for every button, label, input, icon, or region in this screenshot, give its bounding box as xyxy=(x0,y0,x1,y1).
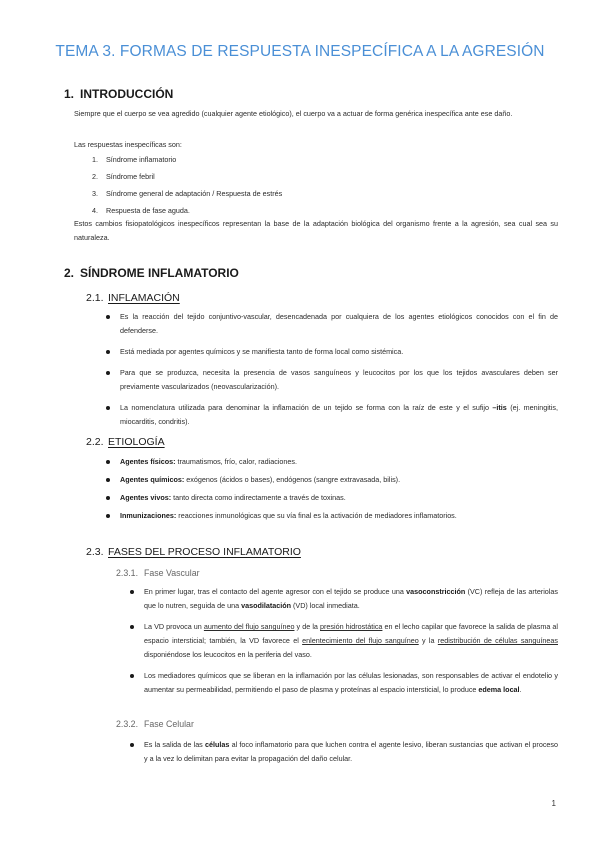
list-item: Está mediada por agentes químicos y se manifiesta tanto de forma local como sistémica. xyxy=(104,345,558,359)
subsection-2-1-heading: 2.1. INFLAMACIÓN xyxy=(86,292,180,304)
list-item: Inmunizaciones: reacciones inmunológicas que su vía final es la activación de mediadores inflamatorios. xyxy=(104,509,558,523)
list-item: Agentes químicos: exógenos (ácidos o bases), endógenos (sangre extravasada, bilis). xyxy=(104,473,558,487)
list-item: 1. Síndrome inflamatorio xyxy=(92,155,177,164)
subsection-2-2-heading: 2.2. ETIOLOGÍA xyxy=(86,436,165,448)
document-title: TEMA 3. FORMAS DE RESPUESTA INESPECÍFICA A LA AGRESIÓN xyxy=(55,43,545,60)
section-number: 2. xyxy=(64,266,75,280)
subsection-2-3-2-heading: 2.3.2. Fase Celular xyxy=(116,719,194,729)
section-title: SÍNDROME INFLAMATORIO xyxy=(80,266,239,280)
list-item: Es la reacción del tejido conjuntivo-vascular, desencadenada por cualquiera de los agentes etiológicos conocidos con el fin de defenderse. xyxy=(104,310,558,338)
intro-paragraph-2: Las respuestas inespecíficas son: xyxy=(74,140,182,149)
list-item: Es la salida de las células al foco inflamatorio para que luchen contra el agente lesivo, liberan sustancias que activan el proceso y a la vez lo delimitan para evitar la propagación del daño celular. xyxy=(128,738,558,766)
list-item: La VD provoca un aumento del flujo sanguíneo y de la presión hidrostática en el lecho capilar que favorece la salida de plasma al espacio intersticial; también, la VD favorece el enlentecimiento del flujo sanguíneo y la redistribución de células sanguíneas disponiéndose los leucocitos en la periferia del vaso. xyxy=(128,620,558,662)
fase-vascular-bullets xyxy=(128,585,558,704)
etiologia-bullets xyxy=(104,455,558,527)
list-item: Para que se produzca, necesita la presencia de vasos sanguíneos y leucocitos por los que los tejidos avasculares deben ser previamente vascularizados (neovascularización). xyxy=(104,366,558,394)
list-item: Los mediadores químicos que se liberan en la inflamación por las células lesionadas, son responsables de activar el endotelio y aumentar su permeabilidad, permitiendo el paso de plasma y proteínas al espacio intersticial, lo produce edema local. xyxy=(128,669,558,697)
fase-celular-bullets xyxy=(128,738,558,773)
responses-list xyxy=(74,153,282,221)
intro-paragraph-3: Estos cambios fisiopatológicos inespecíficos representan la base de la adaptación biológica del organismo frente a la agresión, sea cual sea su naturaleza. xyxy=(74,219,558,242)
intro-paragraph-1: Siempre que el cuerpo se vea agredido (cualquier agente etiológico), el cuerpo va a actuar de forma genérica inespecífica ante ese daño. xyxy=(74,109,513,118)
section-number: 1. xyxy=(64,87,75,101)
section-1-heading xyxy=(64,87,173,101)
list-item: Agentes físicos: traumatismos, frío, calor, radiaciones. xyxy=(104,455,558,469)
list-item: La nomenclatura utilizada para denominar la inflamación de un tejido se forma con la raíz de este y el sufijo –itis (ej. meningitis, miocarditis, condritis). xyxy=(104,401,558,429)
list-item: Agentes vivos: tanto directa como indirectamente a través de toxinas. xyxy=(104,491,558,505)
inflamacion-bullets xyxy=(104,310,558,436)
subsection-2-3-1-heading: 2.3.1. Fase Vascular xyxy=(116,568,200,578)
list-item: En primer lugar, tras el contacto del agente agresor con el tejido se produce una vasoconstricción (VC) refleja de las arteriolas que lo nutren, seguida de una vasodilatación (VD) local inmediata. xyxy=(128,585,558,613)
section-title: INTRODUCCIÓN xyxy=(80,87,174,101)
page-number: 1 xyxy=(551,799,556,808)
section-2-heading xyxy=(64,266,239,280)
list-item: 2. Síndrome febril xyxy=(92,172,155,181)
list-item: 4. Respuesta de fase aguda. xyxy=(92,206,190,215)
subsection-2-3-heading: 2.3. FASES DEL PROCESO INFLAMATORIO xyxy=(86,546,301,558)
list-item: 3. Síndrome general de adaptación / Respuesta de estrés xyxy=(92,189,283,198)
